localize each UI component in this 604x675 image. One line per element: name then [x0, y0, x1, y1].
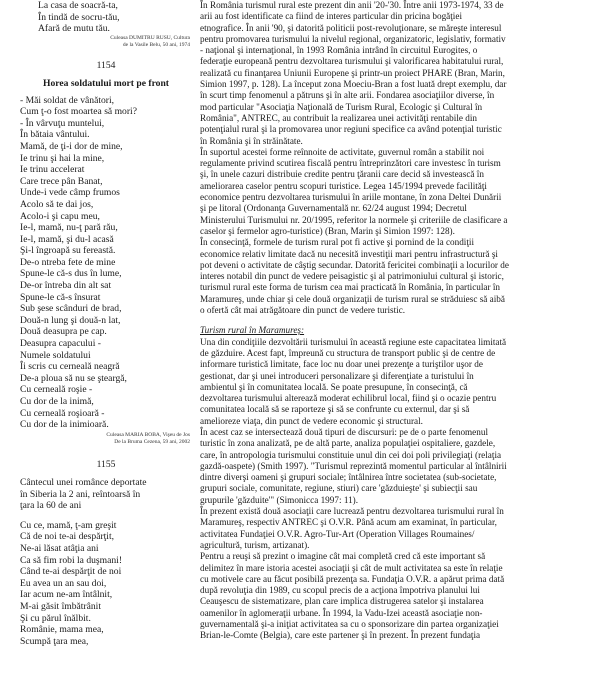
text-line: dezvoltarea turismului alterează moderat echilibrul local, fiind şi o ocazie pentru	[200, 393, 497, 404]
poem-number: 1155	[96, 459, 116, 471]
text-line: oamenilor în aglomeraţii urbane. În 1994, la Vadu-Izei această asociaţie non-	[200, 607, 483, 618]
verse-line: Ne-ai lăsat atâţia ani	[20, 542, 99, 554]
text-line: delimitez în mare istoria acestei asociaţii şi cât de mult activitatea sa este în relaţie	[200, 562, 503, 573]
text-line: informare turistică limitate, face loc nu doar unei prezenţe a turiştilor uşor de	[200, 359, 483, 370]
text-line: Simion 1997, p. 128). La început zona Moeciu-Bran a fost luată drept exemplu, dar	[200, 79, 507, 90]
intro-line: ţara la 60 de ani	[20, 500, 82, 512]
text-line: În consecinţă, formele de turism rural pot fi active şi pornind de la condiţii	[200, 237, 475, 248]
verse-line: Numele soldatului	[20, 349, 91, 361]
text-line: grupurile 'găzduite'" (Simonicca 1997: 11).	[200, 494, 359, 505]
text-line: realizată cu finanţarea Uniunii Europene şi printr-un proiect PHARE (Bran, Marin,	[200, 67, 505, 78]
text-line: de găzduire. Acest fapt, împreună cu structura de transport public şi de centre de	[200, 347, 496, 358]
verse-line: Iar acum ne-am întâlnit,	[20, 589, 113, 601]
paragraph	[200, 0, 600, 147]
text-line: interes notabil din punct de vedere peisagistic şi al patrimoniului cultural şi istoric,	[200, 271, 504, 282]
credit-line: Culeasa DUMITRU RUSU, Cultura	[110, 34, 190, 41]
poem-title: Horea soldatului mort pe front	[43, 77, 169, 89]
verse-line: Acolo-i şi capu meu,	[20, 210, 100, 222]
verse-line: Mamă, de ţi-i dor de mine,	[20, 140, 123, 152]
text-line: România", ANTREC, au contribuit la realizarea unei activităţi rentabile din	[200, 112, 477, 123]
text-line: pentru promovarea turismului la nivelul regional, organizatoric, legislativ, formativ	[200, 33, 506, 44]
text-line: Pentru a reuşi să prezint o imagine cât mai completă cred că este important să	[200, 551, 486, 562]
verse-line: De-a ploua să nu se şteargă,	[20, 372, 127, 384]
paragraph	[200, 551, 600, 641]
verse-line: Ie trinu accelerat	[20, 164, 85, 176]
article-intro	[200, 0, 600, 316]
text-line: economice pentru dezvoltarea turismului în ariile montane, în zona Deltei Dunării	[200, 192, 502, 203]
verse-line: Cu dor de la inimioară.	[20, 419, 109, 431]
text-line: În suportul acestei forme reînnoite de activitate, guvernul român a stabilit noi	[200, 146, 485, 157]
verse-line: Unde-i vede câmp frumos	[20, 187, 120, 199]
verse-line: Românie, mama mea,	[20, 624, 104, 636]
text-line: ambientul şi în comunitatea locală. Se poate presupune, în consecinţă, că	[200, 381, 468, 392]
verse-line: Acolo să te dai jos,	[20, 198, 94, 210]
paragraph	[200, 427, 600, 506]
credit-line: Culeasa MARIA BOBA, Vişeu de Jos	[106, 431, 190, 438]
text-line: şi pe litoral (Ordonanţa Guvernamentală nr. 62/24 august 1994; Decretul	[200, 203, 467, 214]
verse-line: Sub şese scânduri de brad,	[20, 303, 122, 315]
text-line: în România şi în străinătate.	[200, 135, 303, 146]
text-line: care, în antropologia turismului constituie unul din cei doi poli privilegiaţi (relaţia	[200, 449, 502, 460]
poem-number: 1154	[96, 60, 116, 72]
verse-line: - În vârvuţu muntelui,	[20, 117, 105, 129]
text-line: şi, în unele cazuri distribuie credite pentru ţăranii care decid să investească în	[200, 169, 484, 180]
intro-line: în Siberia la 2 ani, reîntoarsă în	[20, 488, 141, 500]
paragraph	[200, 337, 600, 427]
section-heading: Turism rural în Maramureş:	[200, 325, 305, 336]
text-line: în scurt timp fenomenul a pătruns şi în alte arii. Fondarea asociaţiilor diverse, în	[200, 90, 495, 101]
paragraph	[200, 147, 600, 237]
verse-line: Când te-ai despărţit de noi	[20, 566, 122, 578]
text-line: regulamente privind scutirea fiscală pentru întreprinzători care investesc în turism	[200, 158, 501, 169]
text-line: caselor şi fermelor agro-turistice) (Bran, Marin şi Simion 1997: 128).	[200, 225, 455, 236]
poem-body	[20, 520, 192, 648]
verse-line: Că de noi te-ai despărţit,	[20, 531, 115, 543]
verse-line: Ie trinu şi hai la mine,	[20, 152, 105, 164]
text-line: În acest caz se intersectează două tipuri de discursuri: pe de o parte fenomenul	[200, 426, 489, 437]
text-line: pot deveni o activitate de câştig secundar. Datorită fericitei combinaţii a locurilor de	[200, 259, 509, 270]
verse-line: De-o ntreba fete de mine	[20, 256, 116, 268]
verse-line: Care trece pân Banat,	[20, 175, 103, 187]
poem-credit	[20, 432, 192, 446]
text-line: - naţional şi internaţional, în 1993 România intrând în circuitul Eurogites, o	[200, 45, 478, 56]
verse-line: Spune-le că-s însurat	[20, 291, 101, 303]
verse-line: De-or întreba din alt sat	[20, 280, 112, 292]
left-column	[20, 0, 192, 675]
poem-body	[20, 95, 192, 431]
text-line: mod particular "Asociaţia Naţională de Turism Rural, Ecologic şi Cultural în	[200, 101, 483, 112]
verse-line: Cu cerneală roşioară -	[20, 407, 105, 419]
text-line: Una din condiţiile dezvoltării turismului în această regiune este capacitatea limitată	[200, 336, 507, 347]
text-line: arii au fost identificate ca fiind de interes particular din pricina bogăţiei	[200, 11, 462, 22]
text-line: agricultură, turism, artizanat).	[200, 539, 310, 550]
verse-line: Cu cerneală roşie -	[20, 384, 93, 396]
text-line: În România turismul rural este prezent din anii '20-'30. Între anii 1973-1974, 33 de	[200, 0, 504, 10]
verse-line: În tindă de socru-tău,	[38, 11, 120, 23]
verse-line: Cu ce, mamă, ţ-am greşit	[20, 519, 117, 531]
text-line: amelioreze viaţa, din punct de vedere economic şi structural.	[200, 415, 423, 426]
credit-line: de la Vasile Belu, 50 ani, 1974	[122, 41, 190, 48]
text-line: În prezent există două asociaţii care lucrează pentru dezvoltarea turismului rural în	[200, 506, 504, 517]
text-line: Ceauşescu de sistematizare, plan care implica distrugerea satelor şi instalarea	[200, 596, 484, 607]
text-line: după revoluţia din 1989, cu scopul precis de a acţiona împotriva planului lui	[200, 585, 480, 596]
verse-line: Cu dor de la inimă,	[20, 396, 94, 407]
verse-line: Două deasupra pe cap.	[20, 326, 107, 338]
poem-intro	[20, 477, 192, 512]
text-line: Maramureş, unde chiar şi cele două organizaţii de turism rural se străduiesc să aibă	[200, 293, 505, 304]
top-credit	[20, 35, 192, 49]
verse-line: Afară de mutu tău.	[38, 23, 110, 35]
text-line: grupuri sociale, comunitate, regiune, stiuri) care 'găzduieşte' şi subiecţii sau	[200, 483, 478, 494]
text-line: activitatea Fundaţiei O.V.R. Agro-Tur-Art (Operation Villages Roumaines/	[200, 528, 475, 539]
text-line: etnografice. În anii '90, şi datorită politicii post-revoluţionare, se măreşte interesul	[200, 22, 502, 33]
text-line: o ofertă cât mai atrăgătoare din punct de vedere turistic.	[200, 305, 406, 316]
verse-line: Eu avea un an sau doi,	[20, 577, 107, 589]
verse-line: Ca să fim robi la duşmani!	[20, 554, 123, 566]
verse-line: Scumpă ţara mea,	[20, 635, 89, 647]
verse-line: Şi-l îngroapă su fereastă.	[20, 245, 116, 257]
verse-line: M-ai găsit îmbătrânit	[20, 600, 101, 612]
text-line: potenţialul rural şi la promovarea unor regiuni specifice ca având potenţial turistic	[200, 124, 502, 135]
text-line: gazdă-oaspete) (Smith 1997). "Turismul reprezintă momentul particular al întâlnirii	[200, 460, 507, 471]
verse-line: Şi cu părul înălbit.	[20, 612, 91, 624]
credit-line: De la Bruma Cezena, 59 ani, 2002	[114, 438, 190, 445]
verse-line: Îi scris cu cerneală neagră	[20, 361, 120, 373]
intro-line: Cântecul unei românce deportate	[20, 476, 147, 488]
text-line: turistic în zona analizată, pe de altă parte, analiza populaţiei ospitaliere, gazdele,	[200, 438, 496, 449]
verse-line: - Măi soldat de vânători,	[20, 94, 115, 106]
verse-line: Două-n lung şi două-n lat,	[20, 314, 121, 326]
verse-line: Spune-le că-s dus în lume,	[20, 268, 122, 280]
verse-line: Cum ţ-o fost moartea să mori?	[20, 106, 137, 118]
verse-line: Ie-l, mamă, şi du-l acasă	[20, 233, 114, 245]
right-column	[200, 0, 600, 675]
verse-line: Deasupra capacului -	[20, 338, 101, 350]
verse-line: În bătaia vântului.	[20, 129, 90, 141]
paragraph	[200, 237, 600, 316]
verse-line: La casa de soacră-ta,	[38, 0, 118, 11]
text-line: Brian-le-Comte (Belgia), care este partener şi în prezent. În prezent fundaţia	[200, 630, 481, 641]
text-line: federaţie europeană pentru dezvoltarea turismului şi valorificarea habitatului rural,	[200, 56, 504, 67]
text-line: dintre diverşi oameni şi grupuri sociale; întâlnirea între societatea (sub-societate,	[200, 472, 497, 483]
text-line: ameliorarea caselor pentru scopuri turistice. Legea 145/1994 prevede facilităţi	[200, 180, 487, 191]
text-line: gestionat, dar şi unei introduceri personalizare şi diferenţiate a turistului în	[200, 370, 474, 381]
text-line: guvernamentală şi-a iniţiat activitatea sa cu o sponsorizare din partea organizaţiei	[200, 619, 499, 630]
text-line: Maramureş, respectiv ANTREC şi O.V.R. Până acum am examinat, în particular,	[200, 517, 497, 528]
paragraph	[200, 506, 600, 551]
text-line: Ministerului Turismului nr. 20/1995, referitor la normele şi criteriile de clasificare a	[200, 214, 508, 225]
article-section	[200, 337, 600, 642]
text-line: comunitatea locală să se raporteze şi să se confrunte cu externul, dar şi să	[200, 404, 470, 415]
verse-line: Ie-l, mamă, nu-ţ pară rău,	[20, 222, 118, 234]
text-line: turismul rural este forma de turism cea mai practicată în România, în particular în	[200, 282, 501, 293]
top-verse	[20, 0, 192, 35]
text-line: cu motivele care au făcut posibilă prezenţa sa. Fundaţia O.V.R. a apărut prima dată	[200, 573, 505, 584]
text-line: economice relativ limitate dacă nu necesită investiţii mari pentru infrastructură şi	[200, 248, 498, 259]
